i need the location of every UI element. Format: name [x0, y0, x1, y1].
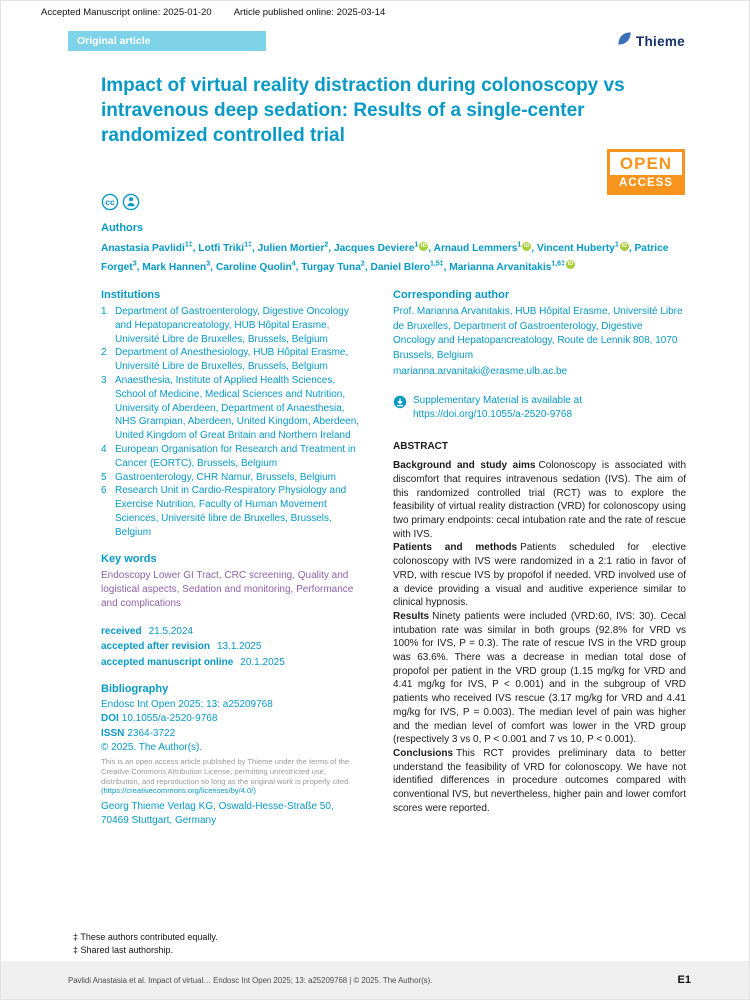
page-number: E1 [677, 974, 691, 986]
author-affiliation-sup: 2 [360, 260, 365, 268]
institution-item [101, 346, 363, 374]
doi-link[interactable]: 10.1055/a-2520-9768 [121, 713, 218, 725]
author-name: Patrice Forget [101, 243, 669, 273]
institution-number: 4 [101, 443, 107, 455]
institution-number: 6 [101, 485, 107, 497]
author-separator: , [295, 261, 302, 273]
cc-icon [101, 193, 119, 216]
copyright-line: © 2025. The Author(s). [101, 741, 203, 753]
institution-text: Gastroenterology, CHR Namur, Brussels, Belgium [115, 471, 337, 483]
institution-item [101, 443, 363, 471]
authors-section [101, 222, 686, 275]
publication-dates [41, 7, 405, 18]
orcid-icon[interactable]: iD [567, 261, 574, 268]
authors-heading: Authors [101, 222, 144, 234]
running-citation: Pavlidi Anastasia et al. Impact of virtual… Endosc Int Open 2025; 13: a25209768 | © 2025. The Author(s). [68, 975, 433, 985]
supplementary-line1: Supplementary Material is available at [413, 394, 582, 406]
publisher-address: Georg Thieme Verlag KG, Oswald-Hesse-Straße 50, 70469 Stuttgart, Germany [101, 801, 334, 827]
doi-row [101, 712, 363, 726]
orcid-icon[interactable]: iD [621, 243, 628, 249]
author-affiliation-sup: 3 [132, 260, 137, 268]
institution-number: 3 [101, 374, 107, 386]
orcid-icon[interactable]: iD [421, 243, 427, 249]
author-list [101, 238, 686, 275]
author-footnotes [73, 931, 218, 956]
author-separator: , [192, 243, 199, 255]
footnote-shared-authorship: ‡ Shared last authorship. [73, 944, 174, 955]
open-access-open-label: OPEN [619, 154, 673, 173]
footnote-equal-contribution: ‡ These authors contributed equally. [73, 932, 218, 942]
author-separator: , [328, 243, 334, 255]
article-history [101, 624, 363, 671]
issn-value: 2364-3722 [127, 727, 176, 739]
author-name: Julien Mortier [257, 243, 325, 255]
keywords-text: Endoscopy Lower GI Tract, CRC screening, Quality and logistical aspects, Sedation and monitoring, Performance and complications [101, 569, 354, 609]
institution-number: 5 [101, 471, 107, 483]
institution-text: Department of Anesthesiology, HUB Hôpital Erasme, Université Libre de Bruxelles, Brussels, Belgium [115, 347, 349, 373]
author [198, 243, 257, 254]
institution-item [101, 305, 363, 346]
author-name: Jacques Deviere [333, 243, 415, 255]
supplementary-material-note [393, 394, 686, 423]
keywords-heading: Key words [101, 552, 157, 565]
author-affiliation-sup: 1,6‡ [551, 260, 565, 268]
published-online-date: Article published online: 2025-03-14 [233, 7, 386, 18]
author [101, 243, 198, 254]
article-title: Impact of virtual reality distraction during colonoscopy vs intravenous deep sedation: Results of a single-center randomized controlled trial [101, 75, 625, 146]
author-separator: , [628, 243, 635, 255]
abstract-section-label: Background and study aims [393, 460, 536, 472]
institution-text: Anaesthesia, Institute of Applied Health Sciences, School of Medicine, Medical Sciences and Nutrition, University of Aberdeen, Department of Anaesthesia, NHS Grampian, Aberdeen, United Kingdom, Aberdeen, United Kingdom of Great Britain and Northern Ireland [115, 374, 360, 442]
header-banner-row [68, 31, 685, 51]
history-row [101, 655, 363, 671]
institution-item [101, 471, 363, 485]
abstract-paragraph [393, 459, 686, 541]
abstract-heading: ABSTRACT [393, 440, 448, 452]
author [537, 243, 635, 254]
history-label: received [101, 625, 142, 637]
author-name: Marianna Arvanitakis [449, 261, 552, 273]
abstract-section-label: Conclusions [393, 747, 454, 759]
author-affiliation-sup: 1 [517, 242, 522, 249]
institution-number: 1 [101, 306, 107, 317]
abstract-paragraph [393, 610, 686, 747]
institutions-heading: Institutions [101, 289, 161, 301]
page-footer [1, 961, 749, 999]
license-body: This is an open access article published by Thieme under the terms of the Creative Commons Attribution License, permitting unrestricted use, distribution, and reproduction so long as the original work is properly cited. [101, 757, 351, 786]
author [434, 243, 537, 254]
abstract-section-label: Results [393, 610, 430, 622]
corresponding-author-email[interactable]: marianna.arvanitaki@erasme.ulb.ac.be [393, 366, 568, 377]
institution-item [101, 484, 363, 539]
cc-by-person-icon [122, 193, 140, 216]
corresponding-author-address: Prof. Marianna Arvanitakis, HUB Hôpital Erasme, Université Libre de Bruxelles, Department of Gastroenterology, Digestive Oncology and Hepatopancreatology, Route de Lennik 808, 1070 Brussels, Belgium [393, 306, 683, 361]
author-name: Mark Hannen [142, 261, 207, 273]
author-affiliation-sup: 1 [614, 242, 619, 249]
author [258, 243, 334, 254]
author-separator: , [443, 261, 450, 273]
author-name: Caroline Quolin [215, 261, 292, 273]
author-separator: , [428, 243, 434, 255]
history-row [101, 639, 363, 655]
abstract-section-text: Patients scheduled for elective colonoscopy with IVS were randomized in a 2:1 ratio in favor of VRD, with rescue IVS by propofol if needed. VRD involved use of a device providing a visual and auditive experience similar to clinical hypnosis. [393, 542, 687, 609]
history-row [101, 624, 363, 640]
author-separator: , [251, 243, 258, 255]
author-name: Arnaud Lemmers [433, 243, 518, 255]
author-name: Vincent Huberty [536, 243, 615, 255]
corresponding-author-heading: Corresponding author [393, 289, 510, 301]
license-text [101, 757, 363, 796]
author [301, 262, 370, 273]
thieme-leaf-icon [617, 31, 632, 51]
author [370, 262, 449, 273]
author-affiliation-sup: 2 [324, 242, 329, 249]
author-name: Daniel Blero [370, 261, 430, 273]
article-category-banner: Original article [68, 31, 266, 51]
open-access-access-label: ACCESS [610, 175, 682, 192]
author-affiliation-sup: 4 [291, 260, 296, 268]
author-separator: , [210, 261, 216, 273]
right-column [393, 289, 686, 829]
abstract-section-label: Patients and methods [393, 542, 518, 554]
supplementary-icon [393, 395, 407, 415]
author-name: Turgay Tuna [301, 261, 361, 273]
supplementary-doi-link[interactable]: https://doi.org/10.1055/a-2520-9768 [413, 409, 573, 420]
abstract-paragraph [393, 541, 686, 610]
abstract-section-text: Ninety patients were included (VRD:60, IVS: 30). Cecal intubation rate was similar in both groups (92.8% for VRD vs 100% for IVS, P = 0.3). The rate of rescue IVS in the VRD group was 63.6%. There was a decrease in median total dose of propofol per patient in the VRD group (1.15 mg/kg for VRD and 4.41 mg/kg for IVS, P < 0.001) and in the subgroup of VRD patients who received IVS rescue (3.17 mg/kg for VRD and 4.41 mg/kg for IVS, P = 0.003). The median level of pain was higher and the median level of comfort was lower in the VRD group (respectively 3 vs 0, P < 0.001 and 7 vs 10, P < 0.001). [393, 610, 686, 746]
author-name: Lotfi Triki [198, 243, 245, 255]
institution-text: Research Unit in Cardio-Respiratory Physiology and Exercise Nutrition, Faculty of Human Movement Sciences, Université libre de Bruxelles, Brussels, Belgium [115, 485, 347, 538]
abstract-section [393, 440, 686, 816]
author-separator: , [531, 243, 537, 255]
author-separator: , [364, 261, 371, 273]
history-label: accepted after revision [101, 641, 210, 653]
journal-citation: Endosc Int Open 2025; 13: a25209768 [101, 699, 273, 711]
history-label: accepted manuscript online [101, 656, 234, 668]
history-date: 21.5.2024 [148, 625, 194, 637]
left-column [101, 289, 363, 829]
two-column-body [101, 289, 686, 829]
author-separator: , [136, 261, 143, 273]
license-link[interactable]: (https://creativecommons.org/licenses/by/4.0/) [101, 786, 256, 796]
doi-label: DOI [101, 713, 119, 725]
abstract-section-text: This RCT provides preliminary data to better understand the feasibility of VRD for colonoscopy. We have not identified differences in procedure outcomes compared with conventional IVS, but nevertheless, higher pain and lower comfort scores were reported. [393, 747, 686, 814]
thieme-wordmark: Thieme [635, 33, 685, 49]
open-access-badge [607, 149, 685, 195]
abstract-section-text: Colonoscopy is associated with discomfort that requires intravenous sedation (IVS). The aim of this randomized controlled trial (RCT) was to explore the feasibility of virtual reality distraction (VRD) for colonoscopy using two primary endpoints: cecal intubation rate and the rate of rescue with IVS. [393, 460, 686, 540]
bibliography-section [101, 682, 363, 829]
creative-commons-icons [101, 193, 140, 216]
thieme-logo [617, 31, 685, 51]
institution-number: 2 [101, 347, 107, 359]
author-affiliation-sup: 1‡ [244, 242, 252, 249]
history-date: 20.1.2025 [240, 656, 285, 668]
author-affiliation-sup: 3 [206, 260, 211, 268]
author-affiliation-sup: 1‡ [184, 242, 193, 249]
author-affiliation-sup: 1 [414, 242, 419, 249]
svg-text:cc: cc [105, 197, 115, 207]
author-name: Anastasia Pavlidi [101, 243, 185, 255]
author-affiliation-sup: 1,5‡ [429, 260, 444, 268]
orcid-icon[interactable]: iD [524, 243, 530, 249]
supplementary-text [413, 394, 582, 423]
history-date: 13.1.2025 [216, 641, 262, 653]
institution-text: Department of Gastroenterology, Digestive Oncology and Hepatopancreatology, HUB Hôpital Erasme, Université Libre de Bruxelles, Brussels, Belgium [115, 306, 349, 345]
issn-label: ISSN [101, 727, 125, 739]
author [449, 262, 575, 273]
institution-item [101, 374, 363, 443]
institution-text: European Organisation for Research and Treatment in Cancer (EORTC), Brussels, Belgium [115, 443, 356, 469]
accepted-online-date: Accepted Manuscript online: 2025-01-20 [41, 7, 212, 18]
author [142, 262, 216, 273]
author [216, 262, 301, 273]
author [334, 243, 434, 254]
issn-row [101, 727, 363, 741]
bibliography-heading: Bibliography [101, 683, 169, 696]
abstract-paragraph [393, 747, 686, 816]
